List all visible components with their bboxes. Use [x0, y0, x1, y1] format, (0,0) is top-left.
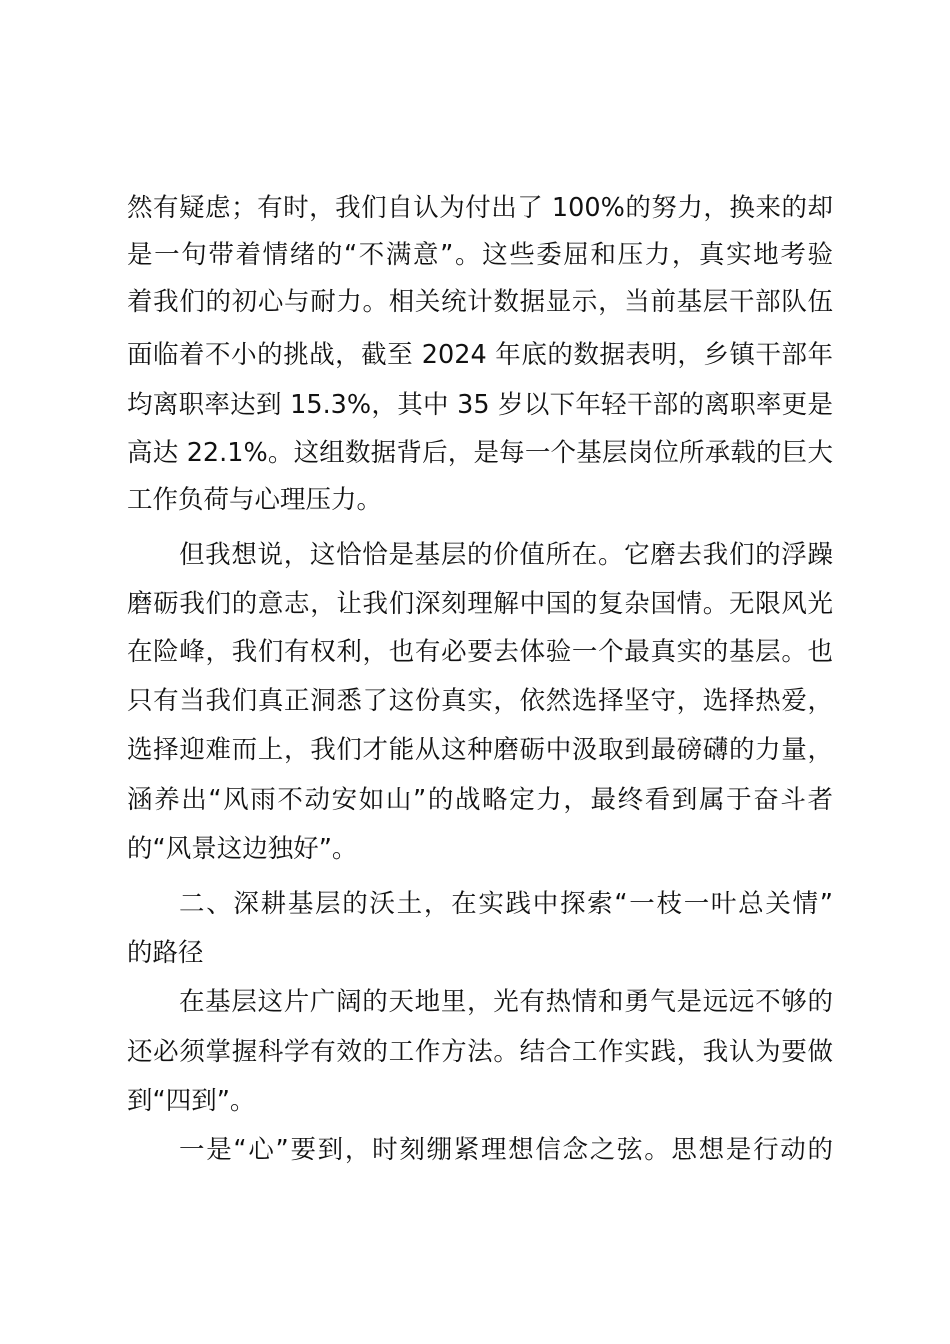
paragraph-line: 工作负荷与心理压力。	[127, 485, 383, 515]
paragraph-line: 涵养出“风雨不动安如山”的战略定力，最终看到属于奋斗者	[127, 785, 833, 815]
paragraph-first-line: 但我想说，这恰恰是基层的价值所在。它磨去我们的浮躁	[179, 540, 833, 570]
section-heading-continuation: 的路径	[127, 938, 204, 968]
paragraph-line: 在险峰，我们有权利，也有必要去体验一个最真实的基层。也	[127, 637, 833, 667]
paragraph-line: 面临着不小的挑战，截至 2024 年底的数据表明，乡镇干部年	[127, 340, 833, 370]
paragraph-line: 的“风景这边独好”。	[127, 834, 358, 864]
paragraph-line: 着我们的初心与耐力。相关统计数据显示，当前基层干部队伍	[127, 287, 833, 317]
paragraph-line: 磨砺我们的意志，让我们深刻理解中国的复杂国情。无限风光	[127, 589, 833, 619]
paragraph-line: 选择迎难而上，我们才能从这种磨砺中汲取到最磅礴的力量，	[127, 735, 833, 765]
paragraph-first-line: 一是“心”要到，时刻绷紧理想信念之弦。思想是行动的	[179, 1135, 833, 1165]
paragraph-line: 还必须掌握科学有效的工作方法。结合工作实践，我认为要做	[127, 1037, 833, 1067]
paragraph-line: 均离职率达到 15.3%，其中 35 岁以下年轻干部的离职率更是	[127, 390, 833, 420]
paragraph-line: 然有疑虑；有时，我们自认为付出了 100%的努力，换来的却	[127, 193, 833, 223]
section-heading: 二、深耕基层的沃土，在实践中探索“一枝一叶总关情”	[179, 889, 833, 919]
paragraph-first-line: 在基层这片广阔的天地里，光有热情和勇气是远远不够的	[179, 987, 833, 1017]
paragraph-line: 到“四到”。	[127, 1086, 256, 1116]
paragraph-line: 是一句带着情绪的“不满意”。这些委屈和压力，真实地考验	[127, 240, 833, 270]
paragraph-line: 只有当我们真正洞悉了这份真实，依然选择坚守，选择热爱，	[127, 686, 833, 716]
paragraph-line: 高达 22.1%。这组数据背后，是每一个基层岗位所承载的巨大	[127, 438, 833, 468]
